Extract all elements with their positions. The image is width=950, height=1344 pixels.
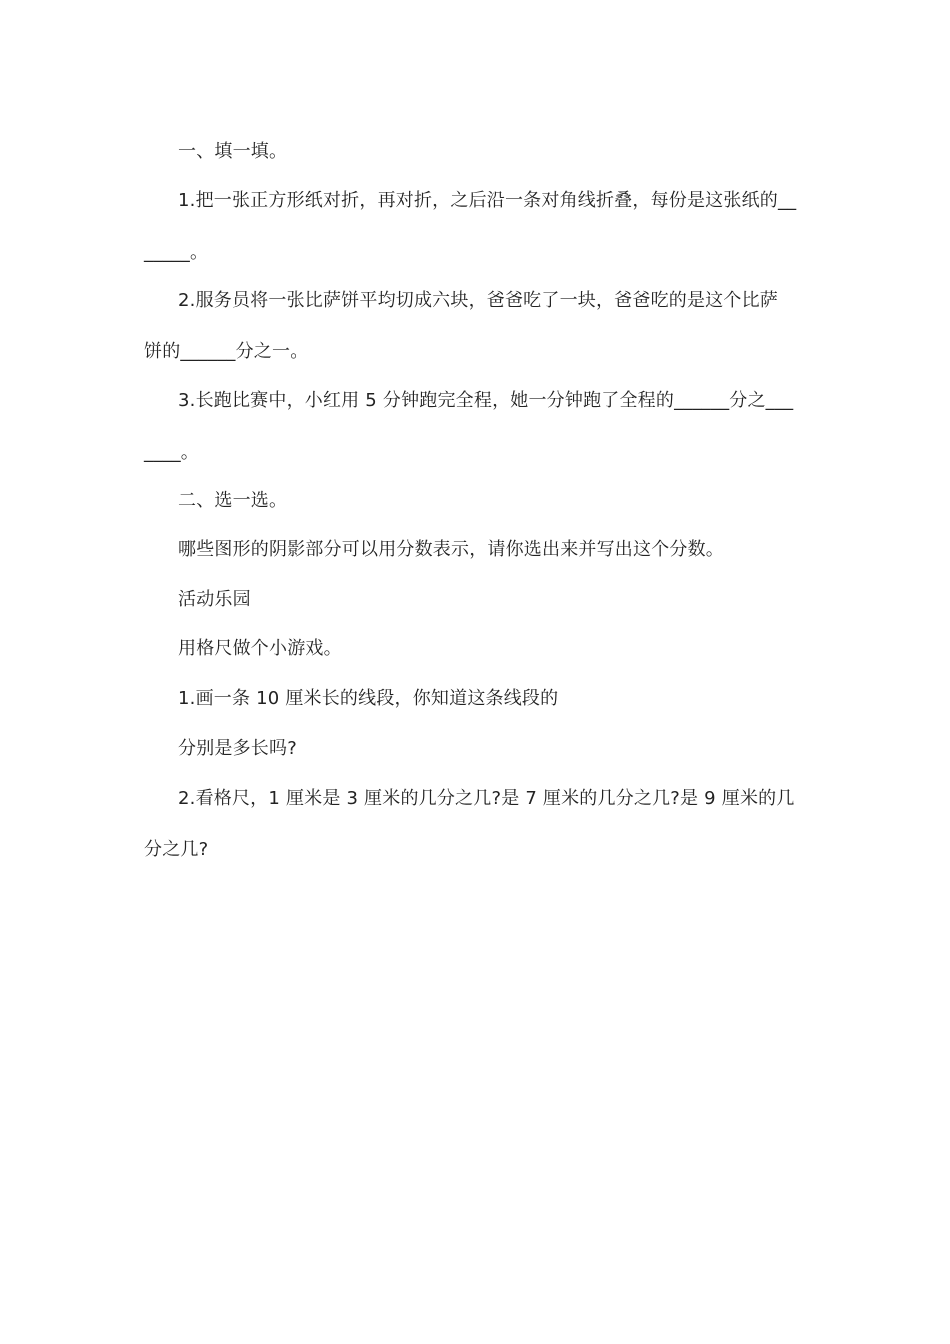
section2-heading: 二、选一选。 [178, 490, 288, 511]
activity2-line2: 分之几? [144, 839, 209, 860]
question2-line2: 饼的______分之一。 [144, 341, 309, 362]
activity-intro: 用格尺做个小游戏。 [178, 638, 342, 659]
question1-line2: _____。 [144, 242, 209, 263]
section1-heading: 一、填一填。 [178, 141, 288, 162]
activity2-line1: 2.看格尺，1 厘米是 3 厘米的几分之几?是 7 厘米的几分之几?是 9 厘米的几 [178, 788, 795, 809]
question2-line1: 2.服务员将一张比萨饼平均切成六块，爸爸吃了一块，爸爸吃的是这个比萨 [178, 290, 778, 311]
activity1-line1: 1.画一条 10 厘米长的线段，你知道这条线段的 [178, 688, 559, 709]
question1-line1: 1.把一张正方形纸对折，再对折，之后沿一条对角线折叠，每份是这张纸的__ [178, 190, 797, 211]
activity-heading: 活动乐园 [178, 589, 251, 610]
activity1-line2: 分别是多长吗? [178, 738, 297, 759]
section2-instruction: 哪些图形的阴影部分可以用分数表示，请你选出来并写出这个分数。 [178, 539, 724, 560]
question3-line2: ____。 [144, 442, 199, 463]
question3-line1: 3.长跑比赛中，小红用 5 分钟跑完全程，她一分钟跑了全程的______分之___ [178, 390, 794, 411]
